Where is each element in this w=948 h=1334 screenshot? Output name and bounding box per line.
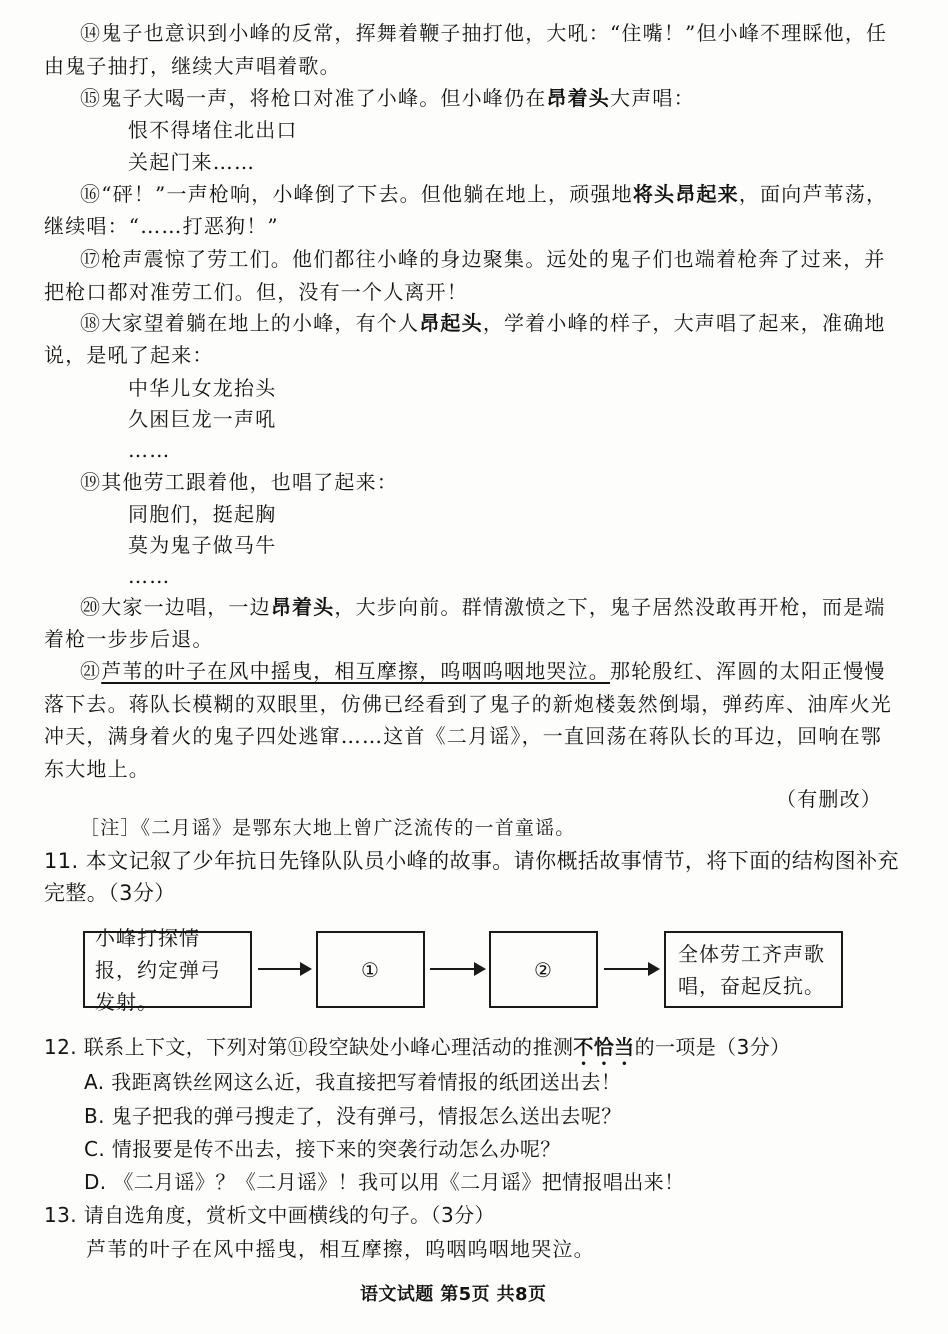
song-2-line-1: 中华儿女龙抬头 xyxy=(128,376,277,400)
paragraph-16-bold: 将头昂起来 xyxy=(632,182,739,206)
flow-box-4 xyxy=(664,931,843,1008)
flow-box-2-blank xyxy=(316,931,425,1008)
song-1-line-1: 恨不得堵住北出口 xyxy=(128,118,298,142)
edited-note: （有删改） xyxy=(776,787,882,811)
paragraph-19: ⑲其他劳工跟着他，也唱了起来： xyxy=(80,470,398,494)
paragraph-16-tail: ，面向芦苇荡， xyxy=(738,182,888,206)
paragraph-20-text: ⑳大家一边唱，一边 xyxy=(80,595,271,619)
flow-arrow-3 xyxy=(604,968,658,970)
song-2-line-3: …… xyxy=(128,438,171,462)
question-11-line-2: 完整。（3分） xyxy=(44,881,176,905)
question-12-text: 12. 联系上下文，下列对第⑪段空缺处小峰心理活动的推测 xyxy=(44,1035,574,1059)
paragraph-15-bold: 昂着头 xyxy=(546,86,611,110)
paragraph-21-tail: 那轮殷红、浑圆的太阳正慢慢 xyxy=(610,659,886,683)
question-13: 13. 请自选角度，赏析文中画横线的句子。（3分） xyxy=(44,1203,495,1227)
paragraph-21-line-2: 落下去。蒋队长模糊的双眼里，仿佛已经看到了鬼子的新炮楼轰然倒塌，弹药库、油库火光 xyxy=(44,692,892,716)
footnote: ［注］《二月谣》是鄂东大地上曾广泛流传的一首童谣。 xyxy=(80,817,576,839)
question-12 xyxy=(44,1031,791,1070)
paragraph-20-bold: 昂着头 xyxy=(270,595,335,619)
flow-box-3-blank xyxy=(489,931,598,1008)
song-3-line-1: 同胞们，挺起胸 xyxy=(128,502,277,526)
paragraph-15-tail: 大声唱： xyxy=(610,86,695,110)
paragraph-21-number: ㉑ xyxy=(80,659,102,683)
paragraph-17-line-2: 把枪口都对准劳工们。但，没有一个人离开！ xyxy=(44,280,468,304)
song-3-line-2: 莫为鬼子做马牛 xyxy=(128,533,277,557)
paragraph-18-bold: 昂起头 xyxy=(419,311,483,335)
question-12-emphasis: 不恰当 xyxy=(573,1035,635,1059)
flow-box-2-label: ① xyxy=(361,957,380,982)
paragraph-18-tail: ，学着小峰的样子，大声唱了起来，准确地 xyxy=(482,311,886,335)
flow-box-3-label: ② xyxy=(534,957,553,982)
underlined-sentence: 芦苇的叶子在风中摇曳，相互摩擦，呜咽呜咽地哭泣。 xyxy=(101,659,611,683)
paragraph-14-line-1: ⑭鬼子也意识到小峰的反常，挥舞着鞭子抽打他，大吼：“住嘴！”但小峰不理睬他，任 xyxy=(80,21,888,45)
song-3-line-3: …… xyxy=(128,564,171,588)
paragraph-14-line-2: 由鬼子抽打，继续大声唱着歌。 xyxy=(44,54,341,78)
question-11-line-1: 11. 本文记叙了少年抗日先锋队队员小峰的故事。请你概括故事情节，将下面的结构图补充 xyxy=(44,849,899,873)
paragraph-18-line-2: 说，是吼了起来： xyxy=(44,343,214,367)
paragraph-21-line-1 xyxy=(80,655,886,687)
flow-arrow-1 xyxy=(258,968,310,970)
page-footer: 语文试题 第5页 共8页 xyxy=(360,1284,547,1305)
paragraph-16-line-1 xyxy=(80,178,887,210)
paragraph-18-text: ⑱大家望着躺在地上的小峰，有个人 xyxy=(80,311,420,335)
paragraph-20-tail: ，大步向前。群情激愤之下，鬼子居然没敢再开枪，而是端 xyxy=(334,595,886,619)
question-13-sentence: 芦苇的叶子在风中摇曳，相互摩擦，呜咽呜咽地哭泣。 xyxy=(86,1237,595,1261)
song-1-line-2: 关起门来…… xyxy=(128,150,256,174)
paragraph-21-line-3: 冲天，满身着火的鬼子四处逃窜……这首《二月谣》，一直回荡在蒋队长的耳边，回响在鄂 xyxy=(44,724,882,748)
paragraph-21-line-4: 东大地上。 xyxy=(44,757,150,781)
paragraph-20-line-1 xyxy=(80,591,886,623)
paragraph-18-line-1 xyxy=(80,307,886,339)
paragraph-17-line-1: ⑰枪声震惊了劳工们。他们都往小峰的身边聚集。远处的鬼子们也端着枪奔了过来，并 xyxy=(80,247,886,271)
paragraph-20-line-2: 着枪一步步后退。 xyxy=(44,627,214,651)
song-2-line-2: 久困巨龙一声吼 xyxy=(128,407,277,431)
option-d[interactable]: D. 《二月谣》？《二月谣》！我可以用《二月谣》把情报唱出来！ xyxy=(84,1170,685,1194)
paragraph-16-line-2: 继续唱：“……打恶狗！” xyxy=(44,214,279,238)
flow-box-1-text: 小峰打探情报，约定弹弓发射。 xyxy=(95,925,221,1014)
paragraph-15 xyxy=(80,82,695,114)
flow-box-4-text: 全体劳工齐声歌唱，奋起反抗。 xyxy=(678,941,825,998)
flow-arrow-2 xyxy=(430,968,484,970)
option-c[interactable]: C. 情报要是传不出去，接下来的突袭行动怎么办呢？ xyxy=(84,1137,561,1161)
question-12-tail: 的一项是（3分） xyxy=(634,1035,791,1059)
flow-box-1 xyxy=(83,925,252,1014)
option-a[interactable]: A. 我距离铁丝网这么近，我直接把写着情报的纸团送出去！ xyxy=(84,1070,622,1094)
paragraph-16-text: ⑯“砰！”一声枪响，小峰倒了下去。但他躺在地上，顽强地 xyxy=(80,182,633,206)
option-b[interactable]: B. 鬼子把我的弹弓搜走了，没有弹弓，情报怎么送出去呢？ xyxy=(84,1104,622,1128)
paragraph-15-text: ⑮鬼子大喝一声，将枪口对准了小峰。但小峰仍在 xyxy=(80,86,547,110)
